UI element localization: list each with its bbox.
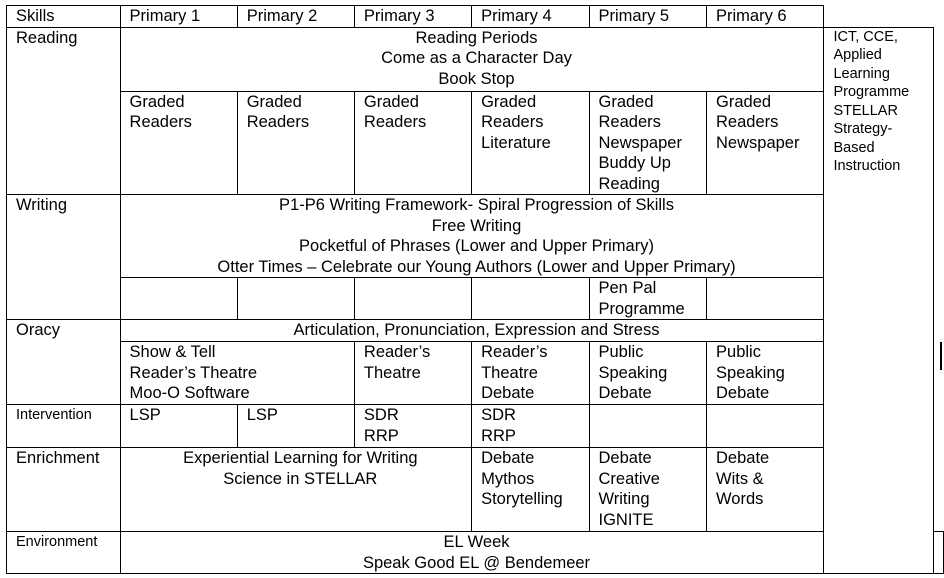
approaches-sidebar: ICT, CCE, Applied Learning Programme STELLAR Strategy- Based Instruction — [824, 27, 934, 574]
enrichment-row — [7, 448, 944, 532]
intervention-p6-cell — [707, 405, 824, 448]
edge-marker — [940, 342, 942, 370]
reading-p2-cell: Graded Readers — [237, 91, 354, 195]
oracy-p6-cell: Public Speaking Debate — [707, 342, 824, 405]
reading-p5-cell: Graded Readers Newspaper Buddy Up Reading — [589, 91, 707, 195]
intervention-p4-cell: SDR RRP — [472, 405, 589, 448]
skills-header: Skills — [7, 6, 121, 28]
environment-label: Environment — [7, 532, 121, 574]
intervention-p1-cell: LSP — [120, 405, 237, 448]
intervention-p3-cell: SDR RRP — [354, 405, 471, 448]
oracy-p5-cell: Public Speaking Debate — [589, 342, 707, 405]
oracy-p1-p2-cell: Show & Tell Reader’s Theatre Moo-O Software — [120, 342, 354, 405]
enrichment-p4-cell: Debate Mythos Storytelling — [472, 448, 589, 532]
primary-5-header: Primary 5 — [589, 6, 707, 28]
environment-row — [7, 532, 944, 574]
intervention-row — [7, 405, 944, 448]
blank-header — [824, 6, 934, 28]
intervention-p5-cell — [589, 405, 707, 448]
oracy-p3-cell: Reader’s Theatre — [354, 342, 471, 405]
intervention-p2-cell: LSP — [237, 405, 354, 448]
primary-1-header: Primary 1 — [120, 6, 237, 28]
writing-row-levels — [7, 278, 944, 320]
writing-p3-cell — [354, 278, 471, 320]
enrichment-p5-cell: Debate Creative Writing IGNITE — [589, 448, 707, 532]
writing-row-common — [7, 195, 944, 278]
primary-6-header: Primary 6 — [707, 6, 824, 28]
oracy-row-common — [7, 320, 944, 342]
primary-2-header: Primary 2 — [237, 6, 354, 28]
oracy-label: Oracy — [7, 320, 121, 405]
writing-label: Writing — [7, 195, 121, 320]
writing-p1-cell — [120, 278, 237, 320]
curriculum-table — [6, 5, 944, 574]
reading-p1-cell: Graded Readers — [120, 91, 237, 195]
reading-p4-cell: Graded Readers Literature — [472, 91, 589, 195]
enrichment-p1-p3-cell: Experiential Learning for Writing Science in STELLAR — [120, 448, 472, 532]
reading-label: Reading — [7, 27, 121, 195]
header-row — [7, 6, 944, 28]
oracy-p4-cell: Reader’s Theatre Debate — [472, 342, 589, 405]
enrichment-p6-cell: Debate Wits & Words — [707, 448, 824, 532]
enrichment-label: Enrichment — [7, 448, 121, 532]
reading-p3-cell: Graded Readers — [354, 91, 471, 195]
writing-p2-cell — [237, 278, 354, 320]
reading-row-levels — [7, 91, 944, 195]
reading-common-cell: Reading Periods Come as a Character Day Book Stop — [120, 27, 824, 91]
intervention-label: Intervention — [7, 405, 121, 448]
environment-side-cell — [934, 532, 944, 574]
reading-row-common — [7, 27, 944, 91]
primary-4-header: Primary 4 — [472, 6, 589, 28]
oracy-row-levels — [7, 342, 944, 405]
writing-common-cell: P1-P6 Writing Framework- Spiral Progression of Skills Free Writing Pocketful of Phrases (Lower and Upper Primary) Otter Times – Celebrate our Young Authors (Lower and Upper Primary) — [120, 195, 824, 278]
environment-common-cell: EL Week Speak Good EL @ Bendemeer — [120, 532, 824, 574]
writing-p4-cell — [472, 278, 589, 320]
reading-p6-cell: Graded Readers Newspaper — [707, 91, 824, 195]
writing-p5-cell: Pen Pal Programme — [589, 278, 707, 320]
writing-p6-cell — [707, 278, 824, 320]
primary-3-header: Primary 3 — [354, 6, 471, 28]
oracy-common-cell: Articulation, Pronunciation, Expression and Stress — [120, 320, 824, 342]
